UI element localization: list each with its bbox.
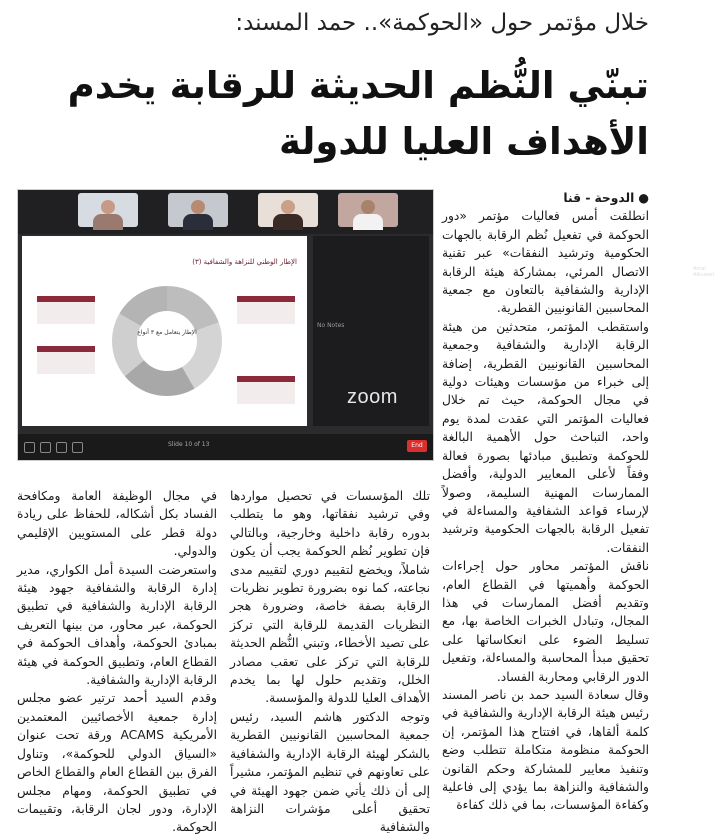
end-button: End <box>407 440 427 452</box>
dateline-agency: قنا <box>563 191 582 205</box>
article-column-right <box>442 189 649 815</box>
dateline: ● الدوحة - قنا <box>563 191 649 205</box>
slide-box <box>37 296 95 324</box>
article-kicker: خلال مؤتمر حول «الحوكمة».. حمد المسند: <box>235 10 649 36</box>
participants-icon <box>56 442 67 453</box>
slide-box <box>237 296 295 324</box>
body-paragraph: ناقش المؤتمر محاور حول إجراءات الحوكمة وأهميتها في القطاع العام، وتقديم أفضل الممارسات في هذا المجال، وتبادل الخبرات الخاصة بها، مع تسليط الضوء على انعكاساتها على تحقيق مبدأ المحاسبة والمساءلة، وتفعيل الدور الرقابي ومحاربة الفساد. <box>442 559 649 684</box>
article-column-middle <box>230 487 430 837</box>
zoom-logo: zoom <box>347 386 398 408</box>
bullet-icon: ● <box>638 191 649 205</box>
body-paragraph: واستعرضت السيدة أمل الكواري، مدير إدارة الرقابة والشفافية جهود هيئة الرقابة الإدارية والشفافية في تطبيق الحوكمة، عبر محاور، من بينها التعريف بمبادئ الحوكمة، وأهداف الحوكمة في القطاع العام، وتطبيق الحوكمة في هيئة الرقابة الإدارية والشفافية. <box>17 562 217 688</box>
mic-icon <box>24 442 35 453</box>
body-paragraph: وقدم السيد أحمد ترتير عضو مجلس إدارة جمعية الأخصائيين المعتمدين الأمريكية ACAMS ورقة تحت عنوان «السياق الدولي للحوكمة»، وتناول الفرق بين القطاع العام والقطاع الخاص في تطبيق الحوكمة، ومهام مجلس الإدارة، ودور لجان الرقابة، وتقييمات الحوكمة. <box>17 691 218 835</box>
shared-slide <box>22 236 307 426</box>
article-column-left <box>17 487 217 837</box>
body-paragraph: وتوجه الدكتور هاشم السيد، رئيس جمعية المحاسبين القانونيين القطرية بالشكر لهيئة الرقابة الإدارية والشفافية على تعاونهم في تنظيم المؤتمر، مشيراً إلى أن ذلك يأتي ضمن جهود الهيئة في تحقيق أعلى مؤشرات النزاهة والشفافية <box>230 709 430 835</box>
body-paragraph: واستقطب المؤتمر، متحدثين من هيئة الرقابة الإدارية والشفافية وجمعية المحاسبين القانونيين القطرية، إضافة إلى خبراء من مؤسسات وهيئات دولية في مجال الحوكمة، حيث تم خلال فعاليات المؤتمر التي عقدت لمدة يوم واحد، التباحث حول الأهمية البالغة للحوكمة وتطبيق مبادئها بصورة فعالة وفقاً لأعلى المعايير الدولية، وأفضل الممارسات المهنية السليمة، وصولاً لإرساء قواعد الشفافية والمساءلة في تفعيل الرقابة بالجهات الحكومية وترشيد النفقات. <box>442 319 649 555</box>
slide-title: الإطار الوطني للنزاهة والشفافية (٣) <box>192 258 297 266</box>
participant-thumbnail <box>258 193 318 227</box>
slide-ring-diagram <box>112 286 222 396</box>
participant-thumbnail <box>168 193 228 227</box>
participant-thumbnail <box>338 193 398 227</box>
participant-strip <box>18 190 433 234</box>
body-paragraph: انطلقت أمس فعاليات مؤتمر «دور الحوكمة في تفعيل نُظم الرقابة بالجهات الحكومية وترشيد النفقات» عبر تقنية الاتصال المرئي، بمشاركة هيئة الرقابة الإدارية والشفافية بالتعاون مع جمعية المحاسبين القانونيين القطرية. <box>442 209 649 316</box>
article-headline-line2: الأهداف العليا للدولة <box>279 120 649 163</box>
slide-box <box>37 346 95 374</box>
notes-text: No Notes <box>317 322 345 329</box>
body-paragraph: وقال سعادة السيد حمد بن ناصر المسند رئيس هيئة الرقابة الإدارية والشفافية في كلمة ألقاها، في افتتاح هذا المؤتمر، إن الحوكمة منظومة متكاملة تتطلب وضع وتنفيذ معايير للمشاركة وحكم القانون والشفافية والنزاهة بما يؤدي إلى فاعلية وكفاءة المؤسسات، بما في ذلك كفاءة <box>442 687 649 813</box>
meeting-controls <box>18 434 433 460</box>
camera-icon <box>40 442 51 453</box>
dateline-place: الدوحة <box>594 191 635 205</box>
share-icon <box>72 442 83 453</box>
body-paragraph: تلك المؤسسات في تحصيل مواردها وفي ترشيد نفقاتها، وهو ما يتطلب بدوره رقابة داخلية وخارجية، وبالتالي فإن تطوير نُظم الحوكمة يجب أن يكون شاملاً، ويخضع لتقييم دوري لتقييم مدى نجاعته، كما نوه بضرورة تطوير نظريات الرقابة بصفة خاصة، وضرورة هجر النظريات القديمة للرقابة التي تركز على تصيد الأخطاء، وتبني النُّظم الحديثة للرقابة التي تركز على تعقب مصادر الخلل، وتقديم حلول لها بما يخدم الأهداف العليا للدولة والمؤسسة. <box>230 489 430 706</box>
participant-label: Amal Alkuwari <box>693 266 714 278</box>
slide-box <box>237 376 295 404</box>
body-paragraph: في مجال الوظيفة العامة ومكافحة الفساد بكل أشكاله، للحفاظ على ريادة دولة قطر على المستويين الإقليمي والدولي. <box>17 489 217 559</box>
participant-thumbnail <box>78 193 138 227</box>
article-headline-line1: تبنّي النُّظم الحديثة للرقابة يخدم <box>67 64 649 107</box>
slide-counter: Slide 10 of 13 <box>168 441 210 448</box>
slide-center-label: الإطار يتعامل مع ٣ أنواع <box>137 329 197 336</box>
